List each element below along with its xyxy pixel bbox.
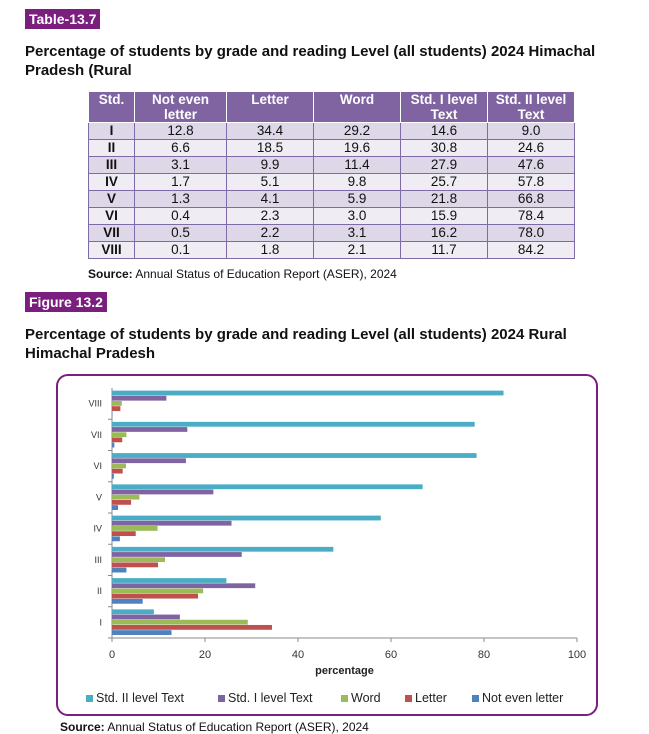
bar-not-even-letter bbox=[112, 505, 118, 510]
bar-std-ii-level-text bbox=[112, 391, 504, 396]
value-cell: 19.6 bbox=[314, 140, 401, 157]
value-cell: 1.7 bbox=[135, 174, 227, 191]
value-cell: 11.4 bbox=[314, 157, 401, 174]
bar-letter bbox=[112, 562, 158, 567]
value-cell: 0.1 bbox=[135, 242, 227, 259]
bar-std-ii-level-text bbox=[112, 453, 477, 458]
value-cell: 9.9 bbox=[227, 157, 314, 174]
table-row bbox=[89, 123, 575, 140]
table-row bbox=[89, 191, 575, 208]
bar-std-i-level-text bbox=[112, 490, 213, 495]
legend-entry: Std. II level Text bbox=[96, 691, 185, 705]
bar-not-even-letter bbox=[112, 599, 143, 604]
table-source bbox=[88, 267, 397, 281]
category-tick-label: V bbox=[95, 492, 102, 503]
category-tick-label: VIII bbox=[88, 398, 102, 409]
bar-std-i-level-text bbox=[112, 583, 255, 588]
source-label: Source: bbox=[88, 267, 133, 281]
value-cell: 3.1 bbox=[135, 157, 227, 174]
table-row bbox=[89, 208, 575, 225]
figure-heading: Percentage of students by grade and reading Level (all students) 2024 Rural Himachal Pradesh bbox=[25, 326, 567, 362]
legend-entry: Not even letter bbox=[482, 691, 564, 705]
bar-std-ii-level-text bbox=[112, 609, 154, 614]
x-tick-label: 100 bbox=[567, 649, 587, 661]
value-cell: 0.5 bbox=[135, 225, 227, 242]
bar-std-i-level-text bbox=[112, 458, 186, 463]
bar-letter bbox=[112, 469, 123, 474]
grade-cell: III bbox=[89, 157, 135, 174]
value-cell: 2.3 bbox=[227, 208, 314, 225]
value-cell: 30.8 bbox=[401, 140, 488, 157]
value-cell: 84.2 bbox=[488, 242, 575, 259]
column-header: Std. II level Text bbox=[488, 92, 575, 123]
bar-std-ii-level-text bbox=[112, 422, 475, 427]
value-cell: 78.4 bbox=[488, 208, 575, 225]
column-header: Std. I level Text bbox=[401, 92, 488, 123]
value-cell: 25.7 bbox=[401, 174, 488, 191]
bar-letter bbox=[112, 531, 136, 536]
value-cell: 11.7 bbox=[401, 242, 488, 259]
legend-entry: Std. I level Text bbox=[228, 691, 313, 705]
bar-letter bbox=[112, 500, 131, 505]
category-tick-label: IV bbox=[93, 523, 102, 534]
bar-letter bbox=[112, 625, 272, 630]
value-cell: 9.0 bbox=[488, 123, 575, 140]
bar-word bbox=[112, 526, 158, 531]
legend-swatch bbox=[405, 695, 412, 702]
x-tick-label: 60 bbox=[384, 649, 398, 661]
bar-not-even-letter bbox=[112, 474, 114, 479]
x-tick-label: 0 bbox=[108, 649, 116, 661]
legend-entry: Letter bbox=[415, 691, 447, 705]
table-row bbox=[89, 140, 575, 157]
source-text: Annual Status of Education Report (ASER), 2024 bbox=[132, 267, 397, 281]
x-tick-label: 80 bbox=[477, 649, 491, 661]
value-cell: 78.0 bbox=[488, 225, 575, 242]
value-cell: 24.6 bbox=[488, 140, 575, 157]
bar-std-ii-level-text bbox=[112, 547, 333, 552]
value-cell: 14.6 bbox=[401, 123, 488, 140]
category-tick-label: VII bbox=[90, 429, 102, 440]
grade-cell: VI bbox=[89, 208, 135, 225]
bar-word bbox=[112, 401, 122, 406]
table-row bbox=[89, 174, 575, 191]
bar-std-ii-level-text bbox=[112, 516, 381, 521]
bar-not-even-letter bbox=[112, 411, 113, 416]
table-tag: Table-13.7 bbox=[25, 9, 100, 29]
bar-std-ii-level-text bbox=[112, 578, 226, 583]
value-cell: 4.1 bbox=[227, 191, 314, 208]
x-tick-label: 40 bbox=[291, 649, 305, 661]
column-header: Std. bbox=[89, 92, 135, 123]
column-header: Letter bbox=[227, 92, 314, 123]
legend-entry: Word bbox=[351, 691, 381, 705]
legend-swatch bbox=[341, 695, 348, 702]
bar-std-i-level-text bbox=[112, 521, 232, 526]
value-cell: 57.8 bbox=[488, 174, 575, 191]
value-cell: 2.1 bbox=[314, 242, 401, 259]
bar-word bbox=[112, 464, 126, 469]
bar-word bbox=[112, 495, 139, 500]
x-tick-label: 20 bbox=[198, 649, 212, 661]
grade-cell: I bbox=[89, 123, 135, 140]
value-cell: 15.9 bbox=[401, 208, 488, 225]
value-cell: 21.8 bbox=[401, 191, 488, 208]
value-cell: 5.9 bbox=[314, 191, 401, 208]
grade-cell: VII bbox=[89, 225, 135, 242]
value-cell: 9.8 bbox=[314, 174, 401, 191]
value-cell: 3.1 bbox=[314, 225, 401, 242]
bar-std-ii-level-text bbox=[112, 484, 423, 489]
value-cell: 27.9 bbox=[401, 157, 488, 174]
value-cell: 2.2 bbox=[227, 225, 314, 242]
grade-cell: IV bbox=[89, 174, 135, 191]
bar-word bbox=[112, 557, 165, 562]
table-row bbox=[89, 242, 575, 259]
bar-std-i-level-text bbox=[112, 427, 187, 432]
bar-std-i-level-text bbox=[112, 615, 180, 620]
figure-tag: Figure 13.2 bbox=[25, 292, 107, 312]
grade-cell: II bbox=[89, 140, 135, 157]
value-cell: 5.1 bbox=[227, 174, 314, 191]
source-label: Source: bbox=[60, 720, 105, 734]
bar-not-even-letter bbox=[112, 568, 126, 573]
grade-cell: VIII bbox=[89, 242, 135, 259]
grade-cell: V bbox=[89, 191, 135, 208]
value-cell: 12.8 bbox=[135, 123, 227, 140]
value-cell: 1.3 bbox=[135, 191, 227, 208]
source-text: Annual Status of Education Report (ASER), 2024 bbox=[104, 720, 369, 734]
value-cell: 18.5 bbox=[227, 140, 314, 157]
bar-std-i-level-text bbox=[112, 552, 242, 557]
reading-level-table bbox=[88, 91, 575, 259]
bar-not-even-letter bbox=[112, 536, 120, 541]
bar-word bbox=[112, 589, 203, 594]
column-header: Not even letter bbox=[135, 92, 227, 123]
legend-swatch bbox=[218, 695, 225, 702]
bar-not-even-letter bbox=[112, 443, 114, 448]
value-cell: 1.8 bbox=[227, 242, 314, 259]
category-tick-label: II bbox=[96, 586, 102, 597]
value-cell: 3.0 bbox=[314, 208, 401, 225]
column-header: Word bbox=[314, 92, 401, 123]
category-tick-label: III bbox=[94, 554, 102, 565]
x-axis-label: percentage bbox=[315, 665, 374, 677]
category-tick-label: VI bbox=[93, 461, 102, 472]
bar-letter bbox=[112, 437, 122, 442]
bar-word bbox=[112, 620, 248, 625]
bar-not-even-letter bbox=[112, 630, 172, 635]
legend-swatch bbox=[472, 695, 479, 702]
bar-word bbox=[112, 432, 126, 437]
table-row bbox=[89, 225, 575, 242]
reading-level-bar-chart bbox=[56, 374, 598, 716]
legend-swatch bbox=[86, 695, 93, 702]
value-cell: 29.2 bbox=[314, 123, 401, 140]
value-cell: 34.4 bbox=[227, 123, 314, 140]
value-cell: 66.8 bbox=[488, 191, 575, 208]
table-header-row bbox=[89, 92, 575, 123]
table-row bbox=[89, 157, 575, 174]
bar-std-i-level-text bbox=[112, 396, 166, 401]
table-heading: Percentage of students by grade and reading Level (all students) 2024 Himachal Pradesh (Rural bbox=[25, 43, 596, 79]
value-cell: 16.2 bbox=[401, 225, 488, 242]
category-tick-label: I bbox=[99, 617, 102, 628]
value-cell: 6.6 bbox=[135, 140, 227, 157]
value-cell: 0.4 bbox=[135, 208, 227, 225]
value-cell: 47.6 bbox=[488, 157, 575, 174]
bar-letter bbox=[112, 594, 198, 599]
bar-letter bbox=[112, 406, 120, 411]
